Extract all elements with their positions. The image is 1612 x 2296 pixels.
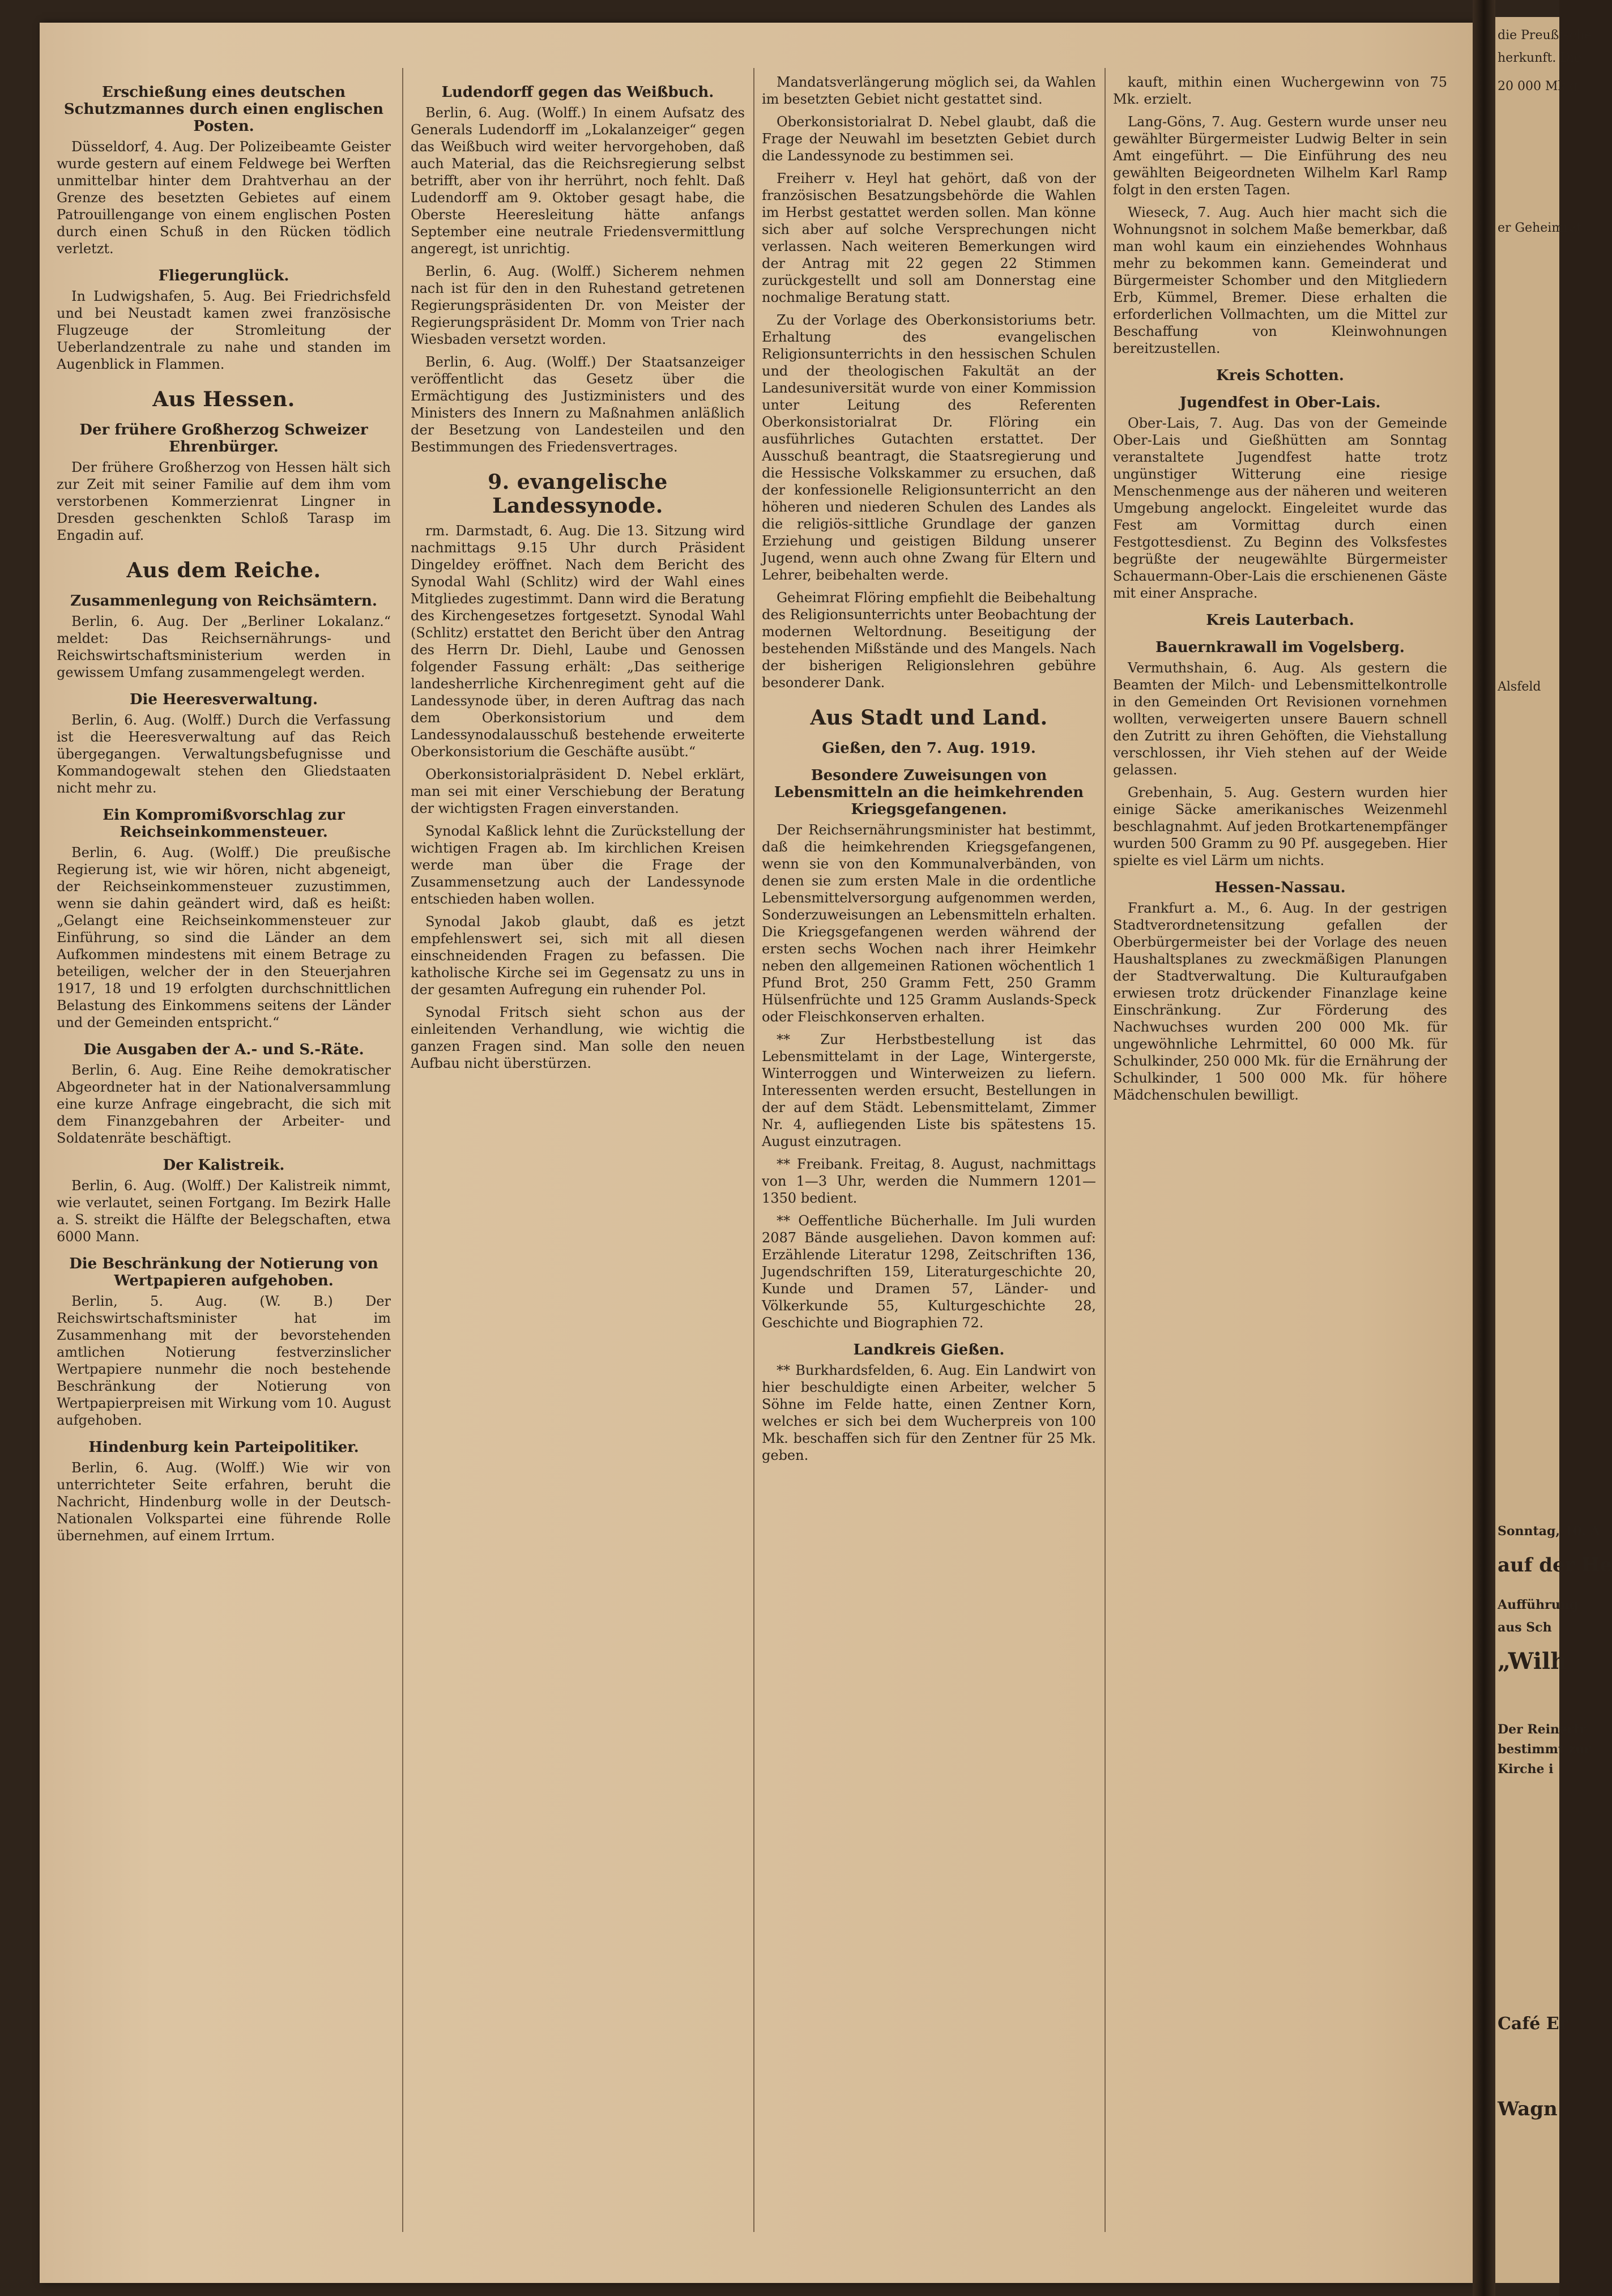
article-body: Der Reichsernährungsminister hat bestimmt, daß die heimkehrenden Kriegsgefangenen, wenn sie von den Kommunalverbänden, von denen sie zum ersten Male in die ordentliche Lebensmittelversorgung aufgenommen werden, Sonderzuweisungen an Lebensmitteln erhalten. Die Kriegsgefangenen werden während der ersten sechs Wochen nach ihrer Heimkehr neben den allgemeinen Rationen wöchentlich 1 Pfund Brot, 250 Gramm Fett, 250 Gramm Hülsenfrüchte und 125 Gramm Auslands-Speck oder Fleischkonserven erhalten. — [762, 822, 1096, 1025]
adjacent-fragment: Kirche i — [1498, 1762, 1554, 1777]
article-headline: Ein Kompromißvorschlag zur Reichseinkommensteuer. — [103, 807, 345, 841]
column-4 — [1113, 74, 1447, 2226]
article-body: Der frühere Großherzog von Hessen hält sich zur Zeit mit seiner Familie auf dem ihm vom verstorbenen Kommerzienrat Lingner in Dresden geschenkten Schloß Tarasp im Engadin auf. — [57, 459, 391, 543]
adjacent-fragment: Sonntag, 10. A — [1498, 1524, 1600, 1539]
article-body: kauft, mithin einen Wuchergewinn von 75 Mk. erzielt. — [1113, 74, 1447, 107]
article-body: Wieseck, 7. Aug. Auch hier macht sich die Wohnungsnot in solchem Maße bemerkbar, daß man wohl kaum ein einziehendes Wohnhaus mehr zu bekommen kann. Gemeinderat und Bürgermeister Schomber und den Mitgliedern Erb, Kümmel, Bremer. Diese erhalten die erforderlichen Vollmachten, um die Mittel zur Beschaffung von Kleinwohnungen bereitzustellen. — [1113, 205, 1447, 356]
article-body: Geheimrat Flöring empfiehlt die Beibehaltung des Religionsunterrichts unter Beobachtung der modernen Weltordnung. Beseitigung der bestehenden Mißstände und des Mangels. Nach der bisherigen Religionslehren gebühre besonderer Dank. — [762, 590, 1096, 691]
article-body: Berlin, 6. Aug. Der „Berliner Lokalanz.“ meldet: Das Reichsernährungs- und Reichswirtschaftsministerium werden in gewissem Umfang zusammengelegt werden. — [57, 614, 391, 680]
adjacent-fragment: „Wilh — [1498, 1648, 1567, 1675]
article-headline: Landkreis Gießen. — [853, 1341, 1005, 1358]
adjacent-fragment: die Preußische — [1498, 28, 1592, 42]
article-headline: Ludendorff gegen das Weißbuch. — [441, 84, 714, 101]
article-body: Berlin, 6. Aug. (Wolff.) Der Staatsanzeiger veröffentlicht das Gesetz über die Ermächtigung des Justizministers und des Ministers des Innern zu Maßnahmen anläßlich der Besetzung von Landesteilen und den Bestimmungen des Friedensvertrages. — [411, 354, 745, 455]
article-body: Berlin, 6. Aug. (Wolff.) Sicherem nehmen nach ist für den in den Ruhestand getretenen Regierungspräsidenten Dr. von Meister der Regierungspräsident Dr. Momm von Trier nach Wiesbaden versetzt worden. — [411, 263, 745, 347]
article-body: Berlin, 6. Aug. (Wolff.) Der Kalistreik nimmt, wie verlautet, seinen Fortgang. Im Bezirk Halle a. S. streikt die Hälfte der Belegschaften, etwa 6000 Mann. — [57, 1178, 391, 1245]
article-body: Synodal Jakob glaubt, daß es jetzt empfehlenswert sei, sich mit all diesen einschneidenden Fragen zu befassen. Die katholische Kirche sei im Gegensatz zu uns in der gesamten Aufregung ein ruhender Pol. — [411, 914, 745, 998]
adjacent-fragment: herkunft. Die — [1498, 51, 1582, 65]
article-body: Ober-Lais, 7. Aug. Das von der Gemeinde Ober-Lais und Gießhütten am Sonntag veranstaltete Jugendfest hatte trotz ungünstiger Witterung eine riesige Menschenmenge aus der näheren und weiteren Umgebung angelockt. Eingeleitet wurde das Fest am Vormittag durch einen Festgottesdienst. Zu Beginn des Volksfestes begrüßte der neugewählte Bürgermeister Schauermann-Ober-Lais die erschienenen Gäste mit einer Ansprache. — [1113, 415, 1447, 601]
article-subheadline: Der frühere Großherzog Schweizer Ehrenbürger. — [79, 421, 368, 455]
adjacent-fragment: Aufführung — [1498, 1598, 1579, 1612]
article-body: Berlin, 6. Aug. (Wolff.) Durch die Verfassung ist die Heeresverwaltung auf das Reich übergegangen. Verwaltungsbefugnisse und Kommandogewalt stehen den Gliedstaaten nicht mehr zu. — [57, 712, 391, 796]
article-body: Mandatsverlängerung möglich sei, da Wahlen im besetzten Gebiet nicht gestattet sind. — [762, 74, 1096, 107]
article-headline: Die Ausgaben der A.- und S.-Räte. — [83, 1041, 364, 1058]
article-headline: Der Kalistreik. — [163, 1157, 285, 1174]
article-headline: Besondere Zuweisungen von Lebensmitteln an die heimkehrenden Kriegsgefangenen. — [774, 767, 1084, 818]
article-body: ** Freibank. Freitag, 8. August, nachmittags von 1—3 Uhr, werden die Nummern 1201—1350 bedient. — [762, 1156, 1096, 1206]
article-body: ** Oeffentliche Bücherhalle. Im Juli wurden 2087 Bände ausgeliehen. Davon kommen auf: Erzählende Literatur 1298, Zeitschriften 136, Jugendschriften 159, Literaturgeschichte 20, Kunde und Dramen 57, Länder- und Völkerkunde 55, Kulturgeschichte 28, Geschichte und Biographien 72. — [762, 1213, 1096, 1331]
article-body: Düsseldorf, 4. Aug. Der Polizeibeamte Geister wurde gestern auf einem Feldwege bei Werften unmittelbar hinter dem Drahtverhau an der Grenze des besetzten Gebietes auf einem Patrouillengange von einem englischen Posten durch einen Schuß in den Rücken tödlich verletzt. — [57, 139, 391, 257]
column-rule — [402, 68, 403, 2232]
article-body: Berlin, 6. Aug. (Wolff.) Wie wir von unterrichteter Seite erfahren, beruht die Nachricht, Hindenburg wolle in der Deutsch-Nationalen Volkspartei eine führende Rolle übernehmen, auf einem Irrtum. — [57, 1460, 391, 1544]
article-body: Lang-Göns, 7. Aug. Gestern wurde unser neu gewählter Bürgermeister Ludwig Belter in sein Amt eingeführt. — Die Einführung des neu gewählten Beigeordneten Wilhelm Karl Ramp folgt in den ersten Tagen. — [1113, 114, 1447, 198]
article-body: Oberkonsistorialpräsident D. Nebel erklärt, man sei mit einer Verschiebung der Beratung der wichtigsten Fragen einverstanden. — [411, 766, 745, 816]
article-subheadline: Bauernkrawall im Vogelsberg. — [1155, 639, 1405, 656]
adjacent-fragment: Der Reinertr — [1498, 1722, 1587, 1737]
adjacent-fragment: Café Er — [1498, 2014, 1568, 2034]
adjacent-fragment: er Geheimrat — [1498, 221, 1582, 235]
column-2 — [411, 74, 745, 2226]
book-gutter — [1473, 0, 1495, 2296]
article-headline: Hindenburg kein Parteipolitiker. — [88, 1439, 359, 1456]
adjacent-fragment: auf der He — [1498, 1554, 1612, 1577]
article-headline: Kreis Lauterbach. — [1206, 612, 1354, 629]
article-body: Berlin, 6. Aug. (Wolff.) In einem Aufsatz des Generals Ludendorff im „Lokalanzeiger“ gegen das Weißbuch wird weiter hervorgehoben, daß auch Material, das die Reichsregierung selbst betrifft, aber von ihr herrührt, noch fehlt. Daß Ludendorff am 9. Oktober gesagt habe, die Oberste Heeresleitung hätte anfangs September eine neutrale Friedensvermittlung angeregt, ist unrichtig. — [411, 105, 745, 257]
article-body: Frankfurt a. M., 6. Aug. In der gestrigen Stadtverordnetensitzung gefallen der Oberbürgermeister bei der Vorlage des neuen Haushaltsplanes zu zweckmäßigen Planungen der Stadtverwaltung. Die Kulturaufgaben erwiesen trotz drückender Finanzlage keine Einschränkung. Zur Förderung des Nachwuchses wurden 200 000 Mk. für ungewöhnliche Lehrmittel, 60 000 Mk. für Schulkinder, 250 000 Mk. für die Ernährung der Schulkinder, 1 500 000 Mk. für höhere Mädchenschulen bewilligt. — [1113, 900, 1448, 1103]
section-heading: Aus Stadt und Land. — [810, 706, 1048, 730]
adjacent-fragment: bestimmt zur — [1498, 1742, 1591, 1757]
column-rule — [753, 68, 754, 2232]
column-1 — [57, 74, 391, 2226]
adjacent-fragment: 20 000 Mk g — [1498, 79, 1577, 93]
article-headline: Die Beschränkung der Notierung von Wertpapieren aufgehoben. — [69, 1255, 378, 1289]
section-heading: 9. evangelische Landessynode. — [488, 470, 668, 518]
article-headline: Hessen-Nassau. — [1214, 879, 1346, 896]
article-headline: Fliegerunglück. — [158, 267, 289, 284]
article-body: Oberkonsistorialrat D. Nebel glaubt, daß die Frage der Neuwahl im besetzten Gebiet durch die Landessynode zu bestimmen sei. — [762, 114, 1096, 164]
article-body: rm. Darmstadt, 6. Aug. Die 13. Sitzung wird nachmittags 9.15 Uhr durch Präsident Dingeldey eröffnet. Nach dem Bericht des Synodal Wahl (Schlitz) wird der Wahl eines Mitgliedes zugestimmt. Dann wird die Beratung des Kirchengesetzes fortgesetzt. Synodal Wahl (Schlitz) erstattet den Bericht über den Antrag des Herrn Dr. Diehl, Laube und Genossen folgender Fassung erhält: „Das seitherige landesherrliche Kirchenregiment geht auf die Landessynode über, in deren Auftrag das nach dem Oberkonsistorium und dem Landessynodalausschuß bestehende erweiterte Oberkonsistorium die Geschäfte ausübt.“ — [411, 523, 745, 760]
adjacent-page-edge — [1495, 17, 1612, 2283]
article-headline: Die Heeresverwaltung. — [129, 691, 318, 708]
article-body: Grebenhain, 5. Aug. Gestern wurden hier einige Säcke amerikanisches Weizenmehl beschlagnahmt. Auf jeden Brotkartenempfänger wurden 500 Gramm zu 90 Pf. ausgegeben. Hier spielte es viel Lärm um nichts. — [1113, 785, 1447, 868]
article-body: Berlin, 6. Aug. Eine Reihe demokratischer Abgeordneter hat in der Nationalversammlung eine kurze Anfrage eingebracht, die sich mit dem Finanzgebahren der Arbeiter- und Soldatenräte beschäftigt. — [57, 1062, 391, 1146]
article-body: ** Zur Herbstbestellung ist das Lebensmittelamt in der Lage, Wintergerste, Winterroggen und Winterweizen zu liefern. Interessenten werden ersucht, Bestellungen in der auf dem Städt. Lebensmittelamt, Zimmer Nr. 4, aufliegenden Liste bis spätestens 15. August einzutragen. — [762, 1032, 1096, 1149]
adjacent-fragment: Wagn — [1498, 2098, 1558, 2120]
article-headline: Erschießung eines deutschen Schutzmannes durch einen englischen Posten. — [63, 84, 384, 135]
article-body: Berlin, 5. Aug. (W. B.) Der Reichswirtschaftsminister hat im Zusammenhang mit der bevorstehenden amtlichen Notierung festverzinslicher Wertpapiere nunmehr die noch bestehende Beschränkung der Notierung von Wertpapierpreisen mit Wirkung vom 10. August aufgehoben. — [57, 1293, 391, 1428]
article-body: Freiherr v. Heyl hat gehört, daß von der französischen Besatzungsbehörde die Wahlen im Herbst gestattet werden sollen. Man könne sich aber auf solche Versprechungen nicht verlassen. Nach weiteren Bemerkungen wird der Antrag mit 22 gegen 22 Stimmen zurückgestellt und soll am Donnerstag eine nochmalige Beratung statt. — [762, 171, 1096, 305]
section-heading: Aus Hessen. — [152, 387, 295, 411]
column-rule — [1104, 68, 1106, 2232]
article-subheadline: Zusammenlegung von Reichsämtern. — [70, 593, 377, 610]
section-heading: Aus dem Reiche. — [126, 559, 321, 582]
article-body: Synodal Fritsch sieht schon aus der einleitenden Verhandlung, wie wichtig die ganzen Fragen sind. Man solle den neuen Aufbau nicht überstürzen. — [411, 1004, 745, 1071]
article-body: ** Burkhardsfelden, 6. Aug. Ein Landwirt von hier beschuldigte einen Arbeiter, welcher 5 Söhne im Felde hatte, einen Zentner Korn, welches er sich bei dem Wucherpreis von 100 Mk. beschaffen sich für den Zentner für 25 Mk. geben. — [762, 1362, 1096, 1463]
article-body: In Ludwigshafen, 5. Aug. Bei Friedrichsfeld und bei Neustadt kamen zwei französische Flugzeuge der Stromleitung der Ueberlandzentrale zu nahe und standen im Augenblick in Flammen. — [57, 288, 391, 372]
article-body: Zu der Vorlage des Oberkonsistoriums betr. Erhaltung des evangelischen Religionsunterrichts in den hessischen Schulen und der theologischen Fakultät an der Landesuniversität wurde von einer Kommission unter Leitung des Referenten Oberkonsistorialrat Dr. Flöring ein ausführliches Gutachten erstattet. Der Ausschuß beantragt, die Staatsregierung und die Hessische Volkskammer zu ersuchen, daß der konfessionelle Religionsunterricht an den höheren und niederen Schulen des Landes als die religiös-sittliche Grundlage der ganzen Erziehung und geistigen Bildung unserer Jugend, wenn auch ohne Zwang für Eltern und Lehrer, beibehalten werde. — [762, 312, 1096, 583]
article-body: Synodal Kaßlick lehnt die Zurückstellung der wichtigen Fragen ab. Im kirchlichen Kreisen werde man über die Frage der Zusammensetzung auch der Landessynode entschieden haben wollen. — [411, 823, 745, 907]
adjacent-fragment: aus Sch — [1498, 1620, 1552, 1635]
article-body: Berlin, 6. Aug. (Wolff.) Die preußische Regierung ist, wie wir hören, nicht abgeneigt, der Reichseinkommensteuer zuzustimmen, wenn sie dahin geändert wird, daß es heißt: „Gelangt eine Reichseinkommensteuer zur Einführung, so sind die Länder an dem Aufkommen mindestens mit einem Betrage zu beteiligen, welcher der in den Steuerjahren 1917, 18 und 19 erfolgten durchschnittlichen Belastung des Einkommens seitens der Länder und der Gemeinden entspricht.“ — [57, 845, 391, 1030]
article-subheadline: Jugendfest in Ober-Lais. — [1179, 394, 1381, 411]
adjacent-fragment: Alsfeld — [1498, 680, 1541, 694]
dateline: Gießen, den 7. Aug. 1919. — [822, 740, 1036, 757]
column-3 — [762, 74, 1096, 2226]
article-headline: Kreis Schotten. — [1216, 367, 1344, 384]
article-body: Vermuthshain, 6. Aug. Als gestern die Beamten der Milch- und Lebensmittelkontrolle in den Gemeinden Ort Revisionen vornehmen wollten, verweigerten unsere Bauern schnell den Zutritt zu ihren Gehöften, die Viehstallung verschlossen, ihr Vieh stehen auf der Weide gelassen. — [1113, 660, 1447, 778]
